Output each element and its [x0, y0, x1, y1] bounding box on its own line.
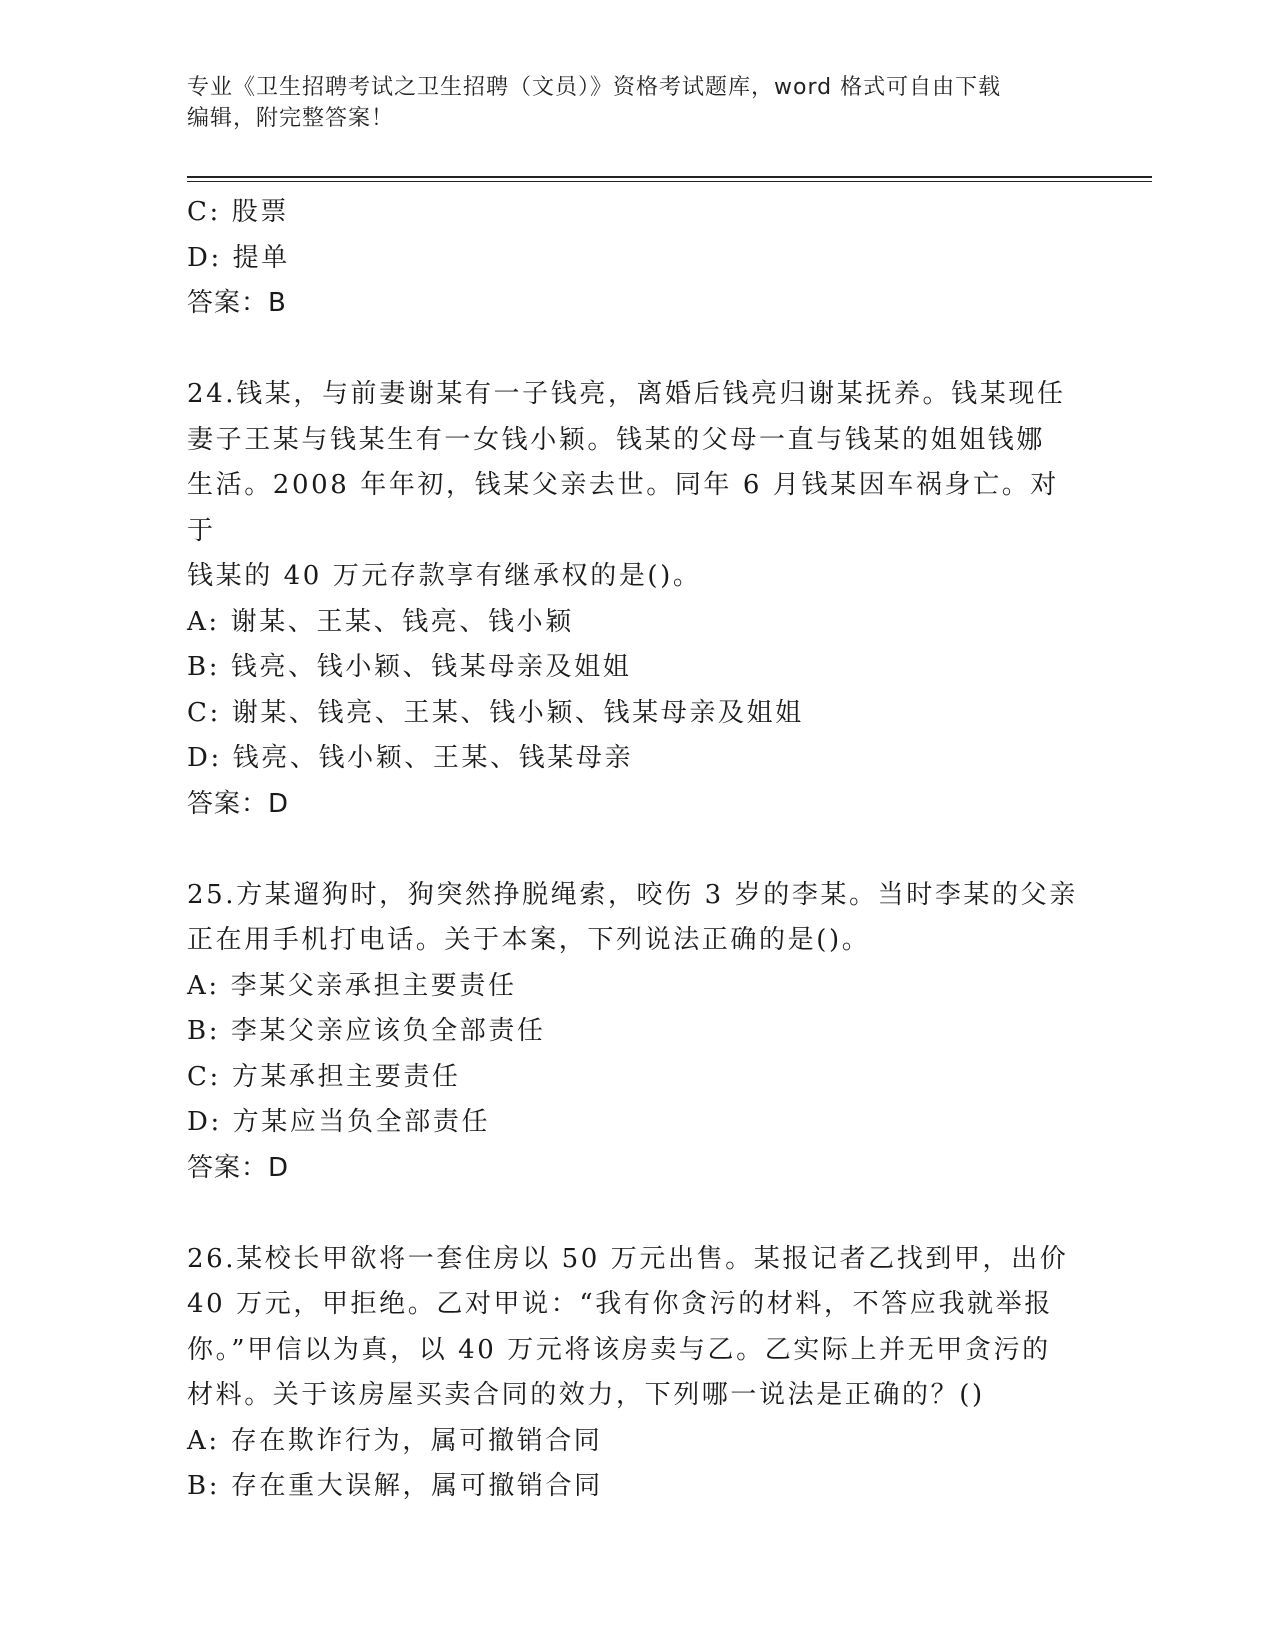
- answer-line: 答案：D: [187, 1152, 290, 1183]
- option-c: C: 谢某、钱亮、王某、钱小颖、钱某母亲及姐姐: [187, 697, 804, 728]
- question-text-line: 25.方某遛狗时，狗突然挣脱绳索，咬伤 3 岁的李某。当时李某的父亲: [187, 879, 1078, 910]
- question-text-line: 24.钱某，与前妻谢某有一子钱亮，离婚后钱亮归谢某抚养。钱某现任: [187, 379, 1066, 409]
- option-b: B: 钱亮、钱小颖、钱某母亲及姐姐: [187, 652, 632, 682]
- option-d: D: 钱亮、钱小颖、王某、钱某母亲: [187, 743, 634, 773]
- header-line-1: 专业《卫生招聘考试之卫生招聘（文员）》资格考试题库，word 格式可自由下载: [187, 75, 1002, 100]
- question-text: [187, 372, 1087, 600]
- option-a: A: 存在欺诈行为，属可撤销合同: [187, 1425, 603, 1456]
- prev-question-tail: [187, 190, 1087, 327]
- question-text: [187, 1237, 1087, 1419]
- question-text-line: 你。”甲信以为真，以 40 万元将该房卖与乙。乙实际上并无甲贪污的: [187, 1334, 1051, 1365]
- option-c: C: 股票: [187, 197, 289, 227]
- question-text-line: 妻子王某与钱某生有一女钱小颖。钱某的父母一直与钱某的姐姐钱娜: [187, 424, 1046, 455]
- question-24: [187, 372, 1087, 827]
- option-a: A: 谢某、王某、钱亮、钱小颖: [187, 606, 574, 637]
- option-c: C: 方某承担主要责任: [187, 1061, 461, 1092]
- question-text-line: 生活。2008 年年初，钱某父亲去世。同年 6 月钱某因车祸身亡。对于: [187, 470, 1059, 546]
- header-divider-thin: [187, 181, 1152, 182]
- answer-line: 答案：B: [187, 288, 287, 318]
- header-divider-thick: [187, 176, 1152, 178]
- question-list: [187, 190, 1087, 1510]
- question-text-line: 钱某的 40 万元存款享有继承权的是()。: [187, 561, 702, 591]
- option-d: D: 方某应当负全部责任: [187, 1107, 491, 1137]
- question-text: [187, 873, 1087, 964]
- answer-line: 答案：D: [187, 788, 290, 819]
- question-text-line: 材料。关于该房屋买卖合同的效力，下列哪一说法是正确的？(): [187, 1380, 985, 1410]
- document-header: [187, 72, 1087, 134]
- header-line-2: 编辑，附完整答案！: [187, 106, 395, 131]
- question-text-line: 40 万元，甲拒绝。乙对甲说：“我有你贪污的材料，不答应我就举报: [187, 1289, 1053, 1319]
- option-d: D: 提单: [187, 242, 290, 273]
- option-b: B: 存在重大误解，属可撤销合同: [187, 1471, 603, 1501]
- question-26: [187, 1237, 1087, 1510]
- question-text-line: 26.某校长甲欲将一套住房以 50 万元出售。某报记者乙找到甲，出价: [187, 1243, 1069, 1274]
- question-text-line: 正在用手机打电话。关于本案，下列说法正确的是()。: [187, 925, 871, 955]
- option-b: B: 李某父亲应该负全部责任: [187, 1016, 546, 1046]
- option-a: A: 李某父亲承担主要责任: [187, 970, 517, 1001]
- question-25: [187, 873, 1087, 1192]
